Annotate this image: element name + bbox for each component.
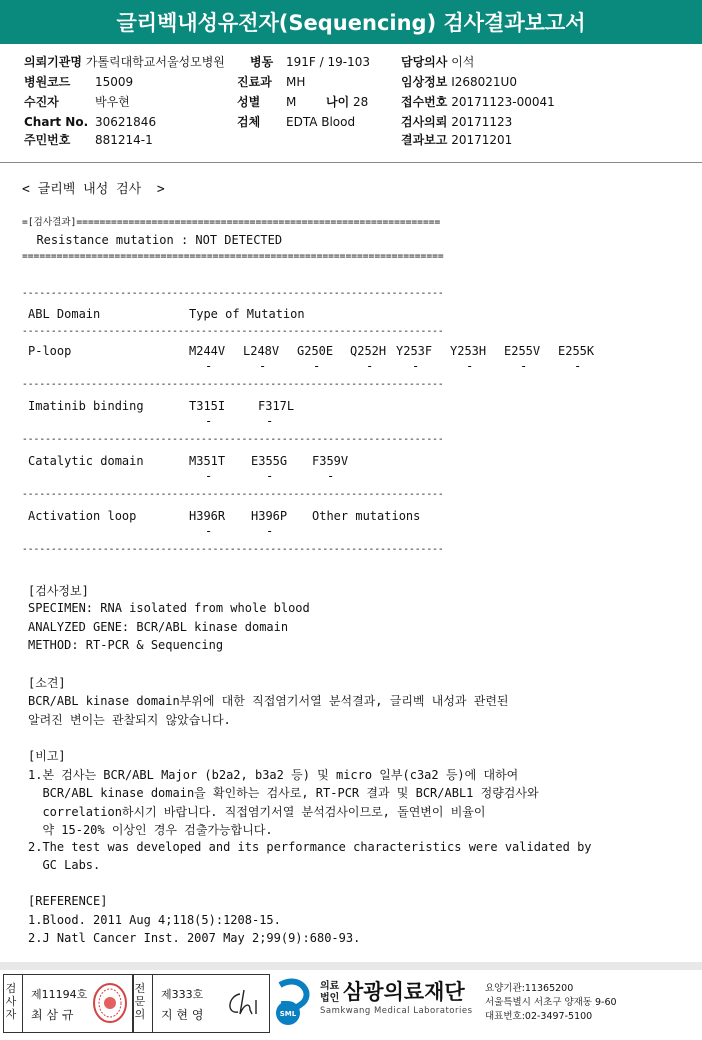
mutation-cell: T315I bbox=[189, 399, 226, 413]
age-label: 나이 bbox=[326, 95, 350, 109]
result-dash: - bbox=[266, 469, 274, 483]
mutation-cell: H396P bbox=[251, 509, 288, 523]
doctor-label: 담당의사 bbox=[401, 55, 448, 69]
remark-line: 1.본 검사는 BCR/ABL Major (b2a2, b3a2 등) 및 micro 일부(c3a2 등)에 대하여 bbox=[28, 768, 519, 782]
result-text: Resistance mutation : NOT DETECTED bbox=[22, 233, 283, 247]
doctor-value: 이석 bbox=[451, 55, 475, 69]
section-title: < 글리벡 내성 검사 > bbox=[22, 182, 165, 197]
opinion-line: 알려진 변이는 관찰되지 않았습니다. bbox=[28, 713, 231, 727]
opinion-title: [소견] bbox=[28, 676, 66, 690]
specialist-label: 전문의 bbox=[134, 982, 146, 1021]
request-label: 검사의뢰 bbox=[401, 115, 448, 129]
table-rule: ------------------------------------------------------------------------- bbox=[22, 489, 444, 500]
result-dash: - bbox=[205, 359, 213, 373]
institution-value: 가톨릭대학교서울성모병원 bbox=[85, 55, 225, 69]
clinical-value: I268021U0 bbox=[451, 75, 517, 89]
mutation-cell: Q252H bbox=[350, 344, 387, 358]
mutation-cell: Other mutations bbox=[312, 509, 421, 523]
result-dash: - bbox=[259, 359, 267, 373]
logo-text: SML bbox=[279, 1010, 297, 1018]
chart-value: 30621846 bbox=[95, 115, 157, 129]
remarks-title: [비고] bbox=[28, 749, 66, 763]
request-value: 20171123 bbox=[451, 115, 513, 129]
result-dash: - bbox=[574, 359, 582, 373]
mutation-cell: H396R bbox=[189, 509, 226, 523]
examiner-no: 제11194호 bbox=[31, 988, 88, 1001]
specialist-no: 제333호 bbox=[161, 988, 204, 1001]
ward-value: 191F / 19-103 bbox=[286, 55, 370, 69]
remark-line: GC Labs. bbox=[28, 858, 101, 872]
hospcode-label: 병원코드 bbox=[24, 75, 71, 89]
patient-label: 수진자 bbox=[24, 95, 59, 109]
row-domain: Catalytic domain bbox=[28, 454, 144, 468]
info-title: [검사정보] bbox=[28, 584, 89, 598]
result-dash: - bbox=[313, 359, 321, 373]
col-header-domain: ABL Domain bbox=[28, 307, 101, 321]
remark-line: 2.The test was developed and its performance characteristics were validated by bbox=[28, 840, 592, 854]
hospcode-value: 15009 bbox=[95, 75, 134, 89]
header-divider bbox=[0, 162, 702, 163]
remark-line: correlation하시기 바랍니다. 직접염기서열 분석검사이므로, 돌연변이 비율이 bbox=[28, 805, 486, 819]
table-rule: ------------------------------------------------------------------------- bbox=[22, 544, 444, 555]
org-tag: 의료법인 bbox=[320, 981, 340, 1004]
mutation-cell: M351T bbox=[189, 454, 226, 468]
result-header-line: =[검사결과]=============================================================== bbox=[22, 217, 441, 228]
sex-value: M bbox=[286, 95, 297, 109]
report-value: 20171201 bbox=[451, 133, 513, 147]
org-address: 서울특별시 서초구 양재동 9-60 bbox=[485, 997, 617, 1008]
rrn-value: 881214-1 bbox=[95, 133, 153, 147]
reference-item: 2.J Natl Cancer Inst. 2007 May 2;99(9):680-93. bbox=[28, 931, 361, 945]
org-code: 요양기관:11365200 bbox=[485, 983, 574, 994]
patient-value: 박우현 bbox=[95, 95, 130, 109]
mutation-cell: E255V bbox=[504, 344, 541, 358]
result-dash: - bbox=[266, 414, 274, 428]
remark-line: BCR/ABL kinase domain을 확인하는 검사로, RT-PCR 결과 및 BCR/ABL1 정량검사와 bbox=[28, 786, 539, 800]
sex-label: 성별 bbox=[237, 95, 261, 109]
reference-item: 1.Blood. 2011 Aug 4;118(5):1208-15. bbox=[28, 913, 281, 927]
footer-separator bbox=[0, 962, 702, 970]
result-dash: - bbox=[327, 469, 335, 483]
receipt-value: 20171123-00041 bbox=[451, 95, 555, 109]
chart-label: Chart No. bbox=[24, 115, 89, 129]
result-eq-line: ========================================================================= bbox=[22, 251, 444, 262]
mutation-cell: Y253F bbox=[396, 344, 433, 358]
specimen-label: 검체 bbox=[237, 115, 261, 129]
result-dash: - bbox=[466, 359, 474, 373]
specialist-name: 지 현 영 bbox=[161, 1008, 204, 1022]
mutation-cell: M244V bbox=[189, 344, 226, 358]
examiner-name: 최 삼 규 bbox=[31, 1008, 74, 1022]
age-value: 28 bbox=[353, 95, 369, 109]
info-gene: ANALYZED GENE: BCR/ABL kinase domain bbox=[28, 620, 289, 634]
info-method: METHOD: RT-PCR & Sequencing bbox=[28, 638, 224, 652]
mutation-cell: E255K bbox=[558, 344, 595, 358]
reference-title: [REFERENCE] bbox=[28, 894, 108, 908]
table-rule: ------------------------------------------------------------------------- bbox=[22, 288, 444, 299]
result-dash: - bbox=[205, 469, 213, 483]
ward-label: 병동 bbox=[250, 55, 274, 69]
remark-line: 약 15-20% 이상인 경우 검출가능합니다. bbox=[28, 823, 273, 837]
institution-label: 의뢰기관명 bbox=[24, 55, 82, 69]
table-rule: ------------------------------------------------------------------------- bbox=[22, 326, 444, 337]
mutation-cell: L248V bbox=[243, 344, 280, 358]
result-dash: - bbox=[520, 359, 528, 373]
report-label: 결과보고 bbox=[401, 133, 448, 147]
col-header-mutation: Type of Mutation bbox=[189, 307, 305, 321]
org-name: 삼광의료재단 bbox=[343, 980, 465, 1004]
examiner-label: 검사자 bbox=[5, 982, 17, 1021]
table-rule: ------------------------------------------------------------------------- bbox=[22, 379, 444, 390]
result-dash: - bbox=[205, 414, 213, 428]
info-specimen: SPECIMEN: RNA isolated from whole blood bbox=[28, 601, 310, 615]
result-dash: - bbox=[412, 359, 420, 373]
box-divider bbox=[152, 974, 153, 1033]
box-divider bbox=[22, 974, 23, 1033]
clinical-label: 임상정보 bbox=[401, 75, 448, 89]
opinion-line: BCR/ABL kinase domain부위에 대한 직접염기서열 분석결과, 글리벡 내성과 관련된 bbox=[28, 694, 509, 708]
mutation-cell: F317L bbox=[258, 399, 295, 413]
rrn-label: 주민번호 bbox=[24, 133, 71, 147]
examiner-seal bbox=[92, 982, 128, 1024]
mutation-cell: Y253H bbox=[450, 344, 487, 358]
result-dash: - bbox=[205, 524, 213, 538]
mutation-cell: G250E bbox=[297, 344, 334, 358]
org-name-en: Samkwang Medical Laboratories bbox=[320, 1006, 473, 1016]
table-rule: ------------------------------------------------------------------------- bbox=[22, 434, 444, 445]
report-title: 글리벡내성유전자(Sequencing) 검사결과보고서 bbox=[0, 0, 702, 44]
mutation-cell: E355G bbox=[251, 454, 288, 468]
specialist-signature bbox=[222, 984, 262, 1022]
org-phone: 대표번호:02-3497-5100 bbox=[485, 1011, 593, 1022]
mutation-cell: F359V bbox=[312, 454, 349, 468]
sml-logo-icon bbox=[270, 975, 316, 1027]
result-dash: - bbox=[366, 359, 374, 373]
row-domain: Activation loop bbox=[28, 509, 137, 523]
result-dash: - bbox=[266, 524, 274, 538]
specimen-value: EDTA Blood bbox=[286, 115, 356, 129]
row-domain: Imatinib binding bbox=[28, 399, 144, 413]
dept-label: 진료과 bbox=[237, 75, 272, 89]
row-domain: P-loop bbox=[28, 344, 72, 358]
receipt-label: 접수번호 bbox=[401, 95, 448, 109]
dept-value: MH bbox=[286, 75, 306, 89]
